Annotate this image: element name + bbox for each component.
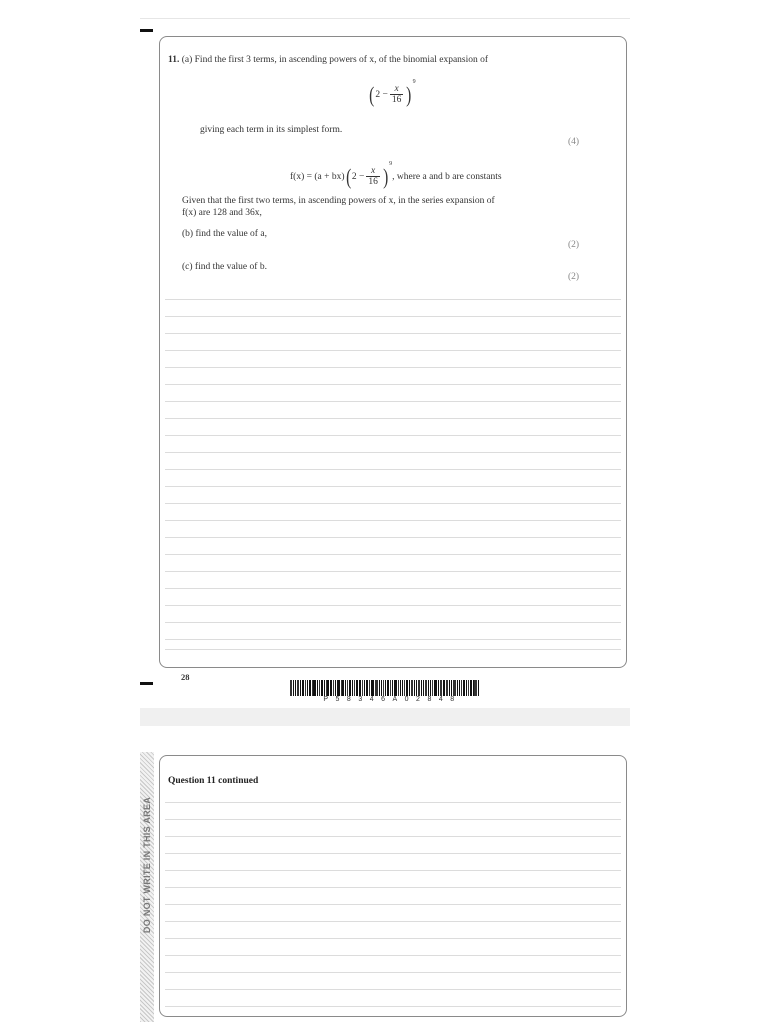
barcode-stripe — [416, 680, 417, 696]
margin-warning: DO NOT WRITE IN THIS AREA — [142, 796, 152, 934]
barcode-stripe — [324, 680, 325, 696]
registration-mark — [140, 29, 153, 32]
barcode-stripe — [428, 680, 430, 696]
barcode-stripe — [369, 680, 370, 696]
barcode-stripe — [406, 680, 408, 696]
barcode-stripe — [478, 680, 479, 696]
barcode-stripe — [398, 680, 399, 696]
barcode-stripe — [385, 680, 386, 696]
barcode-number: P58346A02848 — [323, 696, 462, 703]
simplest-form-text: giving each term in its simplest form. — [200, 125, 343, 135]
barcode-stripe — [352, 680, 353, 696]
barcode-stripe — [379, 680, 380, 696]
barcode-stripe — [414, 680, 415, 696]
question-line — [168, 55, 488, 65]
answer-line — [165, 418, 621, 419]
fx-fraction: $\frac{x}{16}$ — [368, 166, 378, 188]
continuation-frame — [159, 755, 627, 1017]
answer-line — [165, 921, 621, 922]
barcode-stripe — [297, 680, 300, 696]
marks-b: (2) — [568, 240, 580, 250]
barcode-stripe — [330, 680, 332, 696]
barcode-stripe — [383, 680, 385, 696]
page-gap — [140, 708, 630, 726]
answer-line — [165, 1006, 621, 1007]
barcode-stripe — [372, 680, 374, 696]
answer-line — [165, 452, 621, 453]
answer-line — [165, 537, 621, 538]
answer-line — [165, 639, 621, 640]
answer-line — [165, 870, 621, 871]
answer-line — [165, 554, 621, 555]
barcode-stripe — [392, 680, 393, 696]
answer-line — [165, 802, 621, 803]
barcode-stripe — [371, 680, 372, 696]
barcode-stripe — [356, 680, 359, 696]
barcode-stripe — [394, 680, 397, 696]
answer-line — [165, 588, 621, 589]
barcode-stripe — [317, 680, 318, 696]
function-definition: f(x) = (a + bx)(2 − $\frac{x}{16}$ )$^9$, where a and b are constants — [290, 161, 502, 189]
barcode-stripe — [366, 680, 368, 696]
given-line-1: Given that the first two terms, in ascending powers of x, in the series expansion of — [182, 196, 495, 206]
continuation-heading: Question 11 continued — [168, 776, 259, 786]
answer-line — [165, 486, 621, 487]
expr-left: 2 − — [375, 90, 388, 100]
barcode-stripe — [290, 680, 292, 696]
barcode-stripe — [375, 680, 378, 696]
barcode-stripe — [293, 680, 294, 696]
barcode-stripe — [421, 680, 422, 696]
barcode-stripe — [333, 680, 334, 696]
barcode-stripe — [434, 680, 437, 696]
marks-a: (4) — [568, 137, 580, 147]
barcode-stripe — [457, 680, 459, 696]
barcode-stripe — [341, 680, 342, 696]
barcode-stripe — [342, 680, 344, 696]
barcode-stripe — [359, 680, 361, 696]
barcode-stripe — [444, 680, 445, 696]
barcode — [290, 680, 495, 696]
barcode-stripe — [387, 680, 389, 696]
barcode-stripe — [438, 680, 439, 696]
barcode-stripe — [354, 680, 355, 696]
answer-line — [165, 401, 621, 402]
given-line-2: f(x) are 128 and 36x, — [182, 208, 262, 218]
barcode-stripe — [463, 680, 465, 696]
answer-line — [165, 469, 621, 470]
barcode-stripe — [345, 680, 346, 696]
barcode-stripe — [430, 680, 431, 696]
answer-line — [165, 367, 621, 368]
fx-prefix: f(x) = (a + bx) — [290, 172, 345, 182]
fx-suffix: , where a and b are constants — [392, 172, 502, 182]
barcode-stripe — [381, 680, 382, 696]
barcode-stripe — [327, 680, 329, 696]
barcode-stripe — [466, 680, 467, 696]
barcode-stripe — [432, 680, 433, 696]
answer-line — [165, 571, 621, 572]
barcode-stripe — [468, 680, 469, 696]
answer-line — [165, 299, 621, 300]
barcode-stripe — [390, 680, 391, 696]
answer-line — [165, 605, 621, 606]
question-number: 11. — [168, 55, 180, 65]
answer-line — [165, 853, 621, 854]
part-c-text: (c) find the value of b. — [182, 262, 267, 272]
barcode-stripe — [349, 680, 351, 696]
answer-line — [165, 350, 621, 351]
answer-frame — [159, 36, 627, 668]
registration-mark — [140, 682, 153, 685]
answer-line — [165, 520, 621, 521]
expr-fraction: $\frac{x}{16}$ — [391, 84, 402, 106]
barcode-stripe — [402, 680, 403, 696]
barcode-stripe — [449, 680, 450, 696]
barcode-stripe — [335, 680, 336, 696]
part-b-text: (b) find the value of a, — [182, 229, 267, 239]
barcode-stripe — [305, 680, 306, 696]
barcode-stripe — [411, 680, 414, 696]
answer-line — [165, 904, 621, 905]
barcode-stripe — [364, 680, 365, 696]
barcode-stripe — [400, 680, 402, 696]
barcode-stripe — [312, 680, 313, 696]
barcode-stripe — [473, 680, 474, 696]
barcode-stripe — [459, 680, 460, 696]
barcode-stripe — [326, 680, 327, 696]
expr-power: 9 — [412, 79, 416, 85]
barcode-stripe — [295, 680, 296, 696]
answer-line — [165, 887, 621, 888]
answer-line — [165, 989, 621, 990]
barcode-stripe — [347, 680, 348, 696]
answer-line — [165, 435, 621, 436]
barcode-stripe — [337, 680, 340, 696]
barcode-stripe — [362, 680, 363, 696]
barcode-stripe — [453, 680, 456, 696]
part-a-text: (a) Find the first 3 terms, in ascending powers of x, of the binomial expansion of — [181, 55, 489, 65]
barcode-stripe — [313, 680, 316, 696]
answer-line — [165, 836, 621, 837]
page-top-edge — [140, 18, 630, 19]
barcode-stripe — [309, 680, 311, 696]
answer-line — [165, 955, 621, 956]
marks-c: (2) — [568, 272, 580, 282]
answer-line — [165, 316, 621, 317]
barcode-stripe — [474, 680, 477, 696]
barcode-stripe — [470, 680, 472, 696]
answer-line — [165, 938, 621, 939]
barcode-stripe — [307, 680, 308, 696]
barcode-stripe — [443, 680, 444, 696]
barcode-stripe — [451, 680, 452, 696]
barcode-stripe — [423, 680, 424, 696]
answer-line — [165, 649, 621, 650]
fx-inner: 2 − — [351, 172, 365, 182]
binomial-expression: (2 − $\frac{x}{16}$ )$^9$ — [369, 79, 416, 107]
fx-power: 9 — [389, 161, 393, 167]
barcode-stripe — [319, 680, 320, 696]
answer-line — [165, 503, 621, 504]
barcode-stripe — [461, 680, 462, 696]
page-number: 28 — [181, 672, 190, 682]
answer-line — [165, 622, 621, 623]
barcode-stripe — [425, 680, 427, 696]
barcode-stripe — [302, 680, 304, 696]
answer-line — [165, 333, 621, 334]
barcode-stripe — [300, 680, 301, 696]
answer-line — [165, 384, 621, 385]
barcode-stripe — [409, 680, 410, 696]
barcode-stripe — [440, 680, 442, 696]
barcode-stripe — [321, 680, 323, 696]
barcode-stripe — [446, 680, 448, 696]
barcode-stripe — [418, 680, 420, 696]
answer-line — [165, 819, 621, 820]
barcode-stripe — [404, 680, 405, 696]
answer-line — [165, 972, 621, 973]
